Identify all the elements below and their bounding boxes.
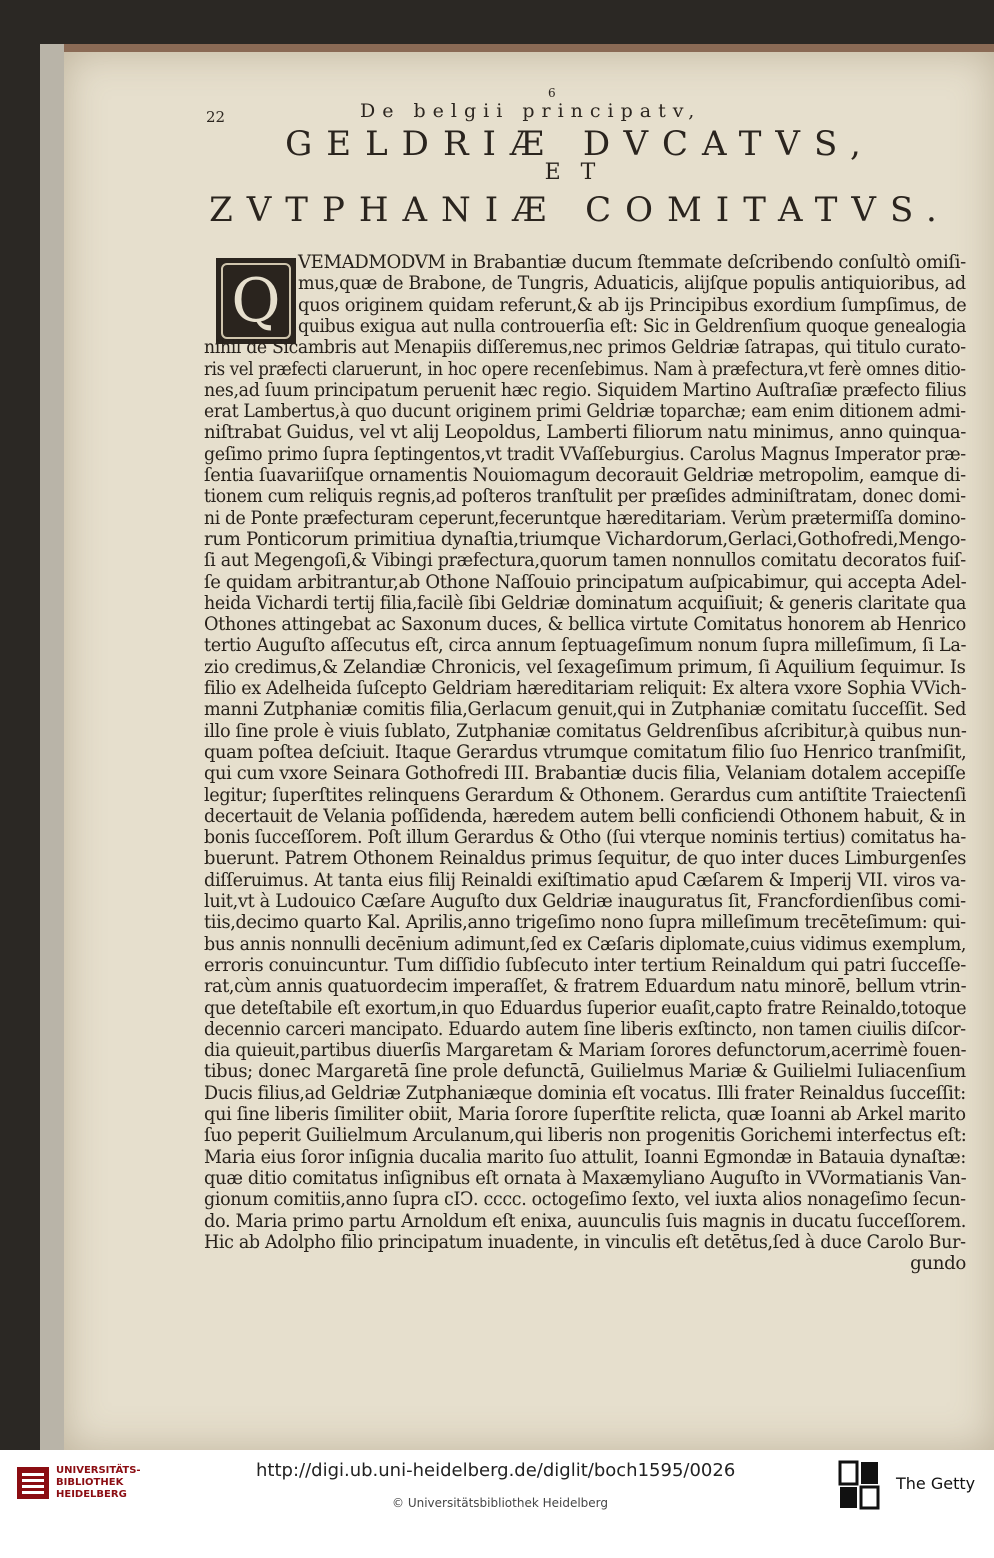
getty-logo-icon: [838, 1460, 880, 1510]
text-line: geſimo primo ſupra ſeptingentos,vt tradit VVaſſeburgius. Carolus Magnus Imperator præ-: [204, 443, 966, 465]
text-line: decertauit de Velania poſſidenda, hæredem autem belli conficiendi Othonem habuit, & in: [204, 805, 966, 827]
viewer-footer: [0, 1450, 994, 1558]
text-line: filio ex Adelheida ſuſcepto Geldriam hæreditariam reliquit: Ex altera vxore Sophia VVich-: [204, 678, 967, 699]
text-line: qui ſine liberis ſimiliter obiit, Maria ſorore ſuperſtite relicta, quæ Ioanni ab Arkel marito: [204, 1104, 966, 1125]
copyright-notice: © Universitätsbibliothek Heidelberg: [392, 1496, 609, 1510]
text-line: do. Maria primo partu Arnoldum eſt enixa, auunculis ſuis magnis in ducatu ſucceſſorem.: [204, 1210, 967, 1232]
text-line: VEMADMODVM in Brabantiæ ducum ſtemmate deſcribendo conſultò omiſi-: [298, 252, 966, 273]
text-line: Maria eius ſoror inſignia ducalia marito ſuo attulit, Ioanni Egmondæ in Batauia dynaſtæ:: [204, 1146, 966, 1168]
running-head: De belgii principatv,: [360, 100, 702, 122]
text-line: decennio carceri mancipato. Eduardo autem ſine liberis exſtincto, non tamen ciuilis diſcor-: [204, 1018, 966, 1040]
text-line: zio credimus,& Zelandiæ Chronicis, vel ſexageſimum primum, ſi Aquilium ſequimur. Is: [204, 656, 966, 678]
text-line: ſentia ſuavariiſque ornamentis Nouiomagum decorauit Geldriæ metropolim, eamque di-: [204, 465, 966, 486]
text-line: erat Lambertus,à quo ducunt originem primi Geldriæ toparchæ; eam enim ditionem admi-: [204, 401, 966, 423]
text-line: ris vel præfecti claruerunt, in hoc opere recenſebimus. Nam à præfectura,vt ferè omnes ditio-: [204, 358, 966, 380]
initial-letter: Q: [221, 263, 291, 339]
text-line: tionem cum reliquis regnis,ad poſteros tranſtulit per præſides adminiſtratam, donec domi-: [204, 486, 966, 508]
text-line: rat,cùm annis quatuordecim imperaſſet, & fratrem Eduardum natu minorē, bellum vtrin-: [204, 976, 967, 998]
text-line: quam poſtea deſciuit. Itaque Gerardus vtrumque comitatum filio ſuo Henrico tranſmiſit,: [204, 741, 967, 763]
text-line: luit,vt à Ludouico Cæſare Auguſto dux Geldriæ inauguratus ſit, Francfordienſibus comi-: [204, 891, 966, 912]
text-line: heida Vichardi tertij filia,facilè ſibi Geldriæ dominatum acquiſiuit; & generis claritate qua: [204, 592, 967, 614]
permalink-url[interactable]: http://digi.ub.uni-heidelberg.de/diglit/boch1595/0026: [256, 1460, 736, 1481]
text-line: quæ ditio comitatus inſignibus eſt ornata à Maxæmyliano Auguſto in VVormatianis Van-: [204, 1167, 967, 1189]
title-line-1: GELDRIÆ DVCATVS,: [285, 124, 875, 164]
signature-mark: 6: [548, 86, 556, 100]
text-line: Hic ab Adolpho filio principatum inuadente, in vinculis eſt detētus,ſed à duce Carolo Bur-: [204, 1231, 966, 1253]
text-line: Ducis filius,ad Geldriæ Zutphaniæque dominia eſt vocatus. Illi frater Reinaldus ſucceſſit:: [204, 1082, 966, 1104]
text-line: nes,ad ſuum principatum peruenit hæc regio. Siquidem Martino Auſtraſiæ præfecto filius: [204, 379, 967, 401]
text-line: ſi aut Megengoſi,& Vibingi præfectura,quorum tamen nonnullos comitatu decoratos fuiſ-: [204, 550, 966, 572]
text-line: tertio Auguſto aſſecutus eſt, circa annum ſeptuageſimum nonum ſupra milleſimum, ſi La-: [204, 635, 967, 657]
text-line: gionum comitiis,anno ſupra cIↃ. cccc. octogeſimo ſexto, vel iuxta alios nonageſimo ſecun-: [204, 1189, 966, 1211]
title-line-2: ET: [544, 160, 616, 185]
text-line: diſſeruimus. At tanta eius filij Reinaldi exiſtimatio apud Cæſarem & Imperij VII. viros va-: [204, 869, 966, 891]
partner-name: The Getty: [896, 1474, 976, 1493]
text-line: ſe quidam arbitrantur,ab Othone Naſſouio principatum auſpicabimur, qui accepta Adel-: [204, 571, 967, 593]
text-line: que deteſtabile eſt exortum,in quo Eduardus ſuperior euaſit,capto fratre Reinaldo,totoque: [204, 997, 967, 1019]
text-line: dia quieuit,partibus diuerſis Margaretam & Mariam ſorores defunctorum,acerrimè fouen-: [204, 1040, 967, 1062]
text-line: rum Ponticorum primitiua dynaſtia,triumque Vichardorum,Gerlaci,Gothofredi,Mengo-: [204, 528, 966, 550]
text-line: quibus exigua aut nulla controuerſia eſt: Sic in Geldrenſium quoque genealogia: [298, 315, 967, 337]
text-line: bonis ſucceſſorem. Poſt illum Gerardus & Otho (ſui vterque nominis tertius) comitatus ha-: [204, 827, 966, 849]
title-line-3: ZVTPHANIÆ COMITATVS.: [209, 190, 951, 230]
text-line: erroris conuincuntur. Tum diſſidio ſubſecuto inter tertium Reinaldum qui patri ſucceſſe-: [204, 954, 966, 976]
text-line: niſtrabat Guidus, vel vt alij Leopoldus, Lamberti filiorum natu minimus, anno quinqua-: [204, 422, 967, 444]
text-line: tiis,decimo quarto Kal. Aprilis,anno trigeſimo nono ſupra milleſimum trecēteſimum: qui-: [204, 912, 966, 934]
text-line: buerunt. Patrem Othonem Reinaldus primus ſequitur, de quo inter duces Limburgenſes: [204, 848, 967, 870]
text-line: manni Zutphaniæ comitis filia,Gerlacum genuit,qui in Zutphaniæ comitatu ſucceſſit. Sed: [204, 699, 967, 721]
text-line: tibus; donec Margaretā ſine prole defunctā, Guilielmus Mariæ & Guilielmi Iuliacenſium: [204, 1061, 966, 1083]
text-line: quos originem quidam referunt,& ab ijs Principibus exordium ſumpſimus, de: [298, 294, 967, 316]
page-number: 22: [206, 108, 226, 126]
text-line: qui cum vxore Seinara Gothofredi III. Brabantiæ ducis filia, Velaniam dotalem accepiſſe: [204, 763, 966, 785]
text-line: ni de Ponte præfecturam ceperunt,feceruntque hæreditariam. Verùm prætermiſſa domino-: [204, 507, 966, 529]
text-line: gundo: [910, 1253, 966, 1275]
text-line: mus,quæ de Brabone, de Tungris, Aduaticis, alijſque populis antiquioribus, ad: [298, 273, 966, 295]
text-line: illo ſine prole è viuis ſublato, Zutphaniæ comitatus Geldrenſibus aſcribitur,à quibus nun-: [204, 720, 967, 742]
text-line: ſuo peperit Guilielmum Arculanum,qui liberis non progenitis Gorichemi interfectus eſt:: [204, 1125, 967, 1147]
library-name: UNIVERSITÄTS- BIBLIOTHEK HEIDELBERG: [56, 1465, 141, 1500]
university-library-logo-icon: [16, 1466, 50, 1500]
text-line: bus annis nonnulli decēnium adimunt,ſed ex Cæſaris diplomate,cuius vidimus exemplum,: [204, 933, 967, 955]
text-line: legitur; ſuperſtites relinquens Gerardum & Othonem. Gerardus cum antiſtite Traiectenſi: [204, 784, 967, 806]
text-line: Othones attingebat ac Saxonum duces, & bellica virtute Comitatus honorem ab Henrico: [204, 614, 966, 636]
text-line: nihil de Sicambris aut Menapiis diſſeremus,nec primos Geldriæ ſatrapas, qui titulo curato-: [204, 337, 966, 359]
